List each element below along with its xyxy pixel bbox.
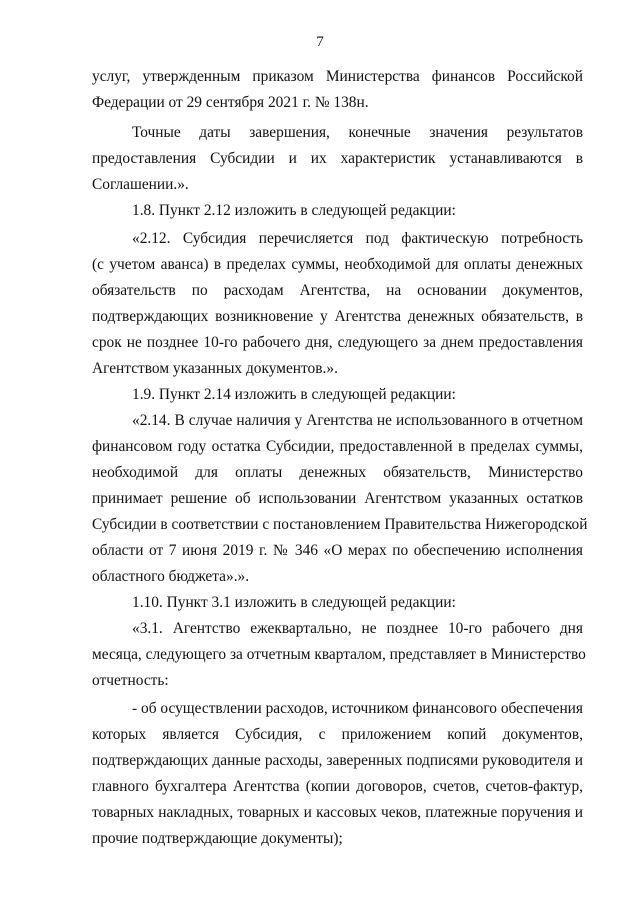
text-line: услуг, утвержденным приказом Министерства финансов Российской: [92, 68, 583, 85]
text-line: подтверждающих данные расходы, заверенных подписями руководителя и: [92, 752, 583, 769]
text-line: необходимой для оплаты денежных обязательств, Министерство: [92, 464, 583, 481]
text-line: «2.14. В случае наличия у Агентства не использованного в отчетном: [132, 412, 583, 429]
page-number: 7: [316, 34, 324, 50]
text-line: месяца, следующего за отчетным кварталом, представляет в Министерство: [92, 646, 586, 663]
text-line: 1.9. Пункт 2.14 изложить в следующей редакции:: [132, 386, 456, 403]
text-line: предоставления Субсидии и их характеристик устанавливаются в: [92, 150, 583, 167]
text-line: 1.10. Пункт 3.1 изложить в следующей редакции:: [132, 594, 456, 611]
text-line: товарных накладных, товарных и кассовых чеков, платежные поручения и: [92, 804, 583, 821]
text-line: прочие подтверждающие документы);: [92, 830, 343, 847]
text-line: главного бухгалтера Агентства (копии договоров, счетов, счетов-фактур,: [92, 778, 583, 795]
text-line: которых является Субсидия, с приложением копий документов,: [92, 726, 583, 743]
text-line: (с учетом аванса) в пределах суммы, необходимой для оплаты денежных: [92, 256, 583, 273]
text-line: обязательств по расходам Агентства, на основании документов,: [92, 282, 583, 299]
text-line: срок не позднее 10-го рабочего дня, следующего за днем предоставления: [92, 334, 583, 351]
text-line: Федерации от 29 сентября 2021 г. № 138н.: [92, 94, 369, 111]
text-line: областного бюджета».».: [92, 568, 250, 585]
text-line: области от 7 июня 2019 г. № 346 «О мерах по обеспечению исполнения: [92, 542, 583, 559]
text-line: - об осуществлении расходов, источником финансового обеспечения: [132, 700, 583, 717]
text-line: финансовом году остатка Субсидии, предоставленной в пределах суммы,: [92, 438, 583, 455]
text-line: Точные даты завершения, конечные значения результатов: [132, 124, 583, 141]
text-line: 1.8. Пункт 2.12 изложить в следующей редакции:: [132, 202, 456, 219]
text-line: принимает решение об использовании Агентством указанных остатков: [92, 490, 583, 507]
text-line: Соглашении.».: [92, 176, 189, 193]
text-line: Агентством указанных документов.».: [92, 360, 338, 377]
text-line: отчетность:: [92, 672, 169, 689]
text-line: «3.1. Агентство ежеквартально, не позднее 10-го рабочего дня: [132, 620, 583, 637]
text-line: подтверждающих возникновение у Агентства денежных обязательств, в: [92, 308, 583, 325]
text-line: Субсидии в соответствии с постановлением Правительства Нижегородской: [92, 516, 588, 533]
text-line: «2.12. Субсидия перечисляется под фактическую потребность: [132, 230, 583, 247]
